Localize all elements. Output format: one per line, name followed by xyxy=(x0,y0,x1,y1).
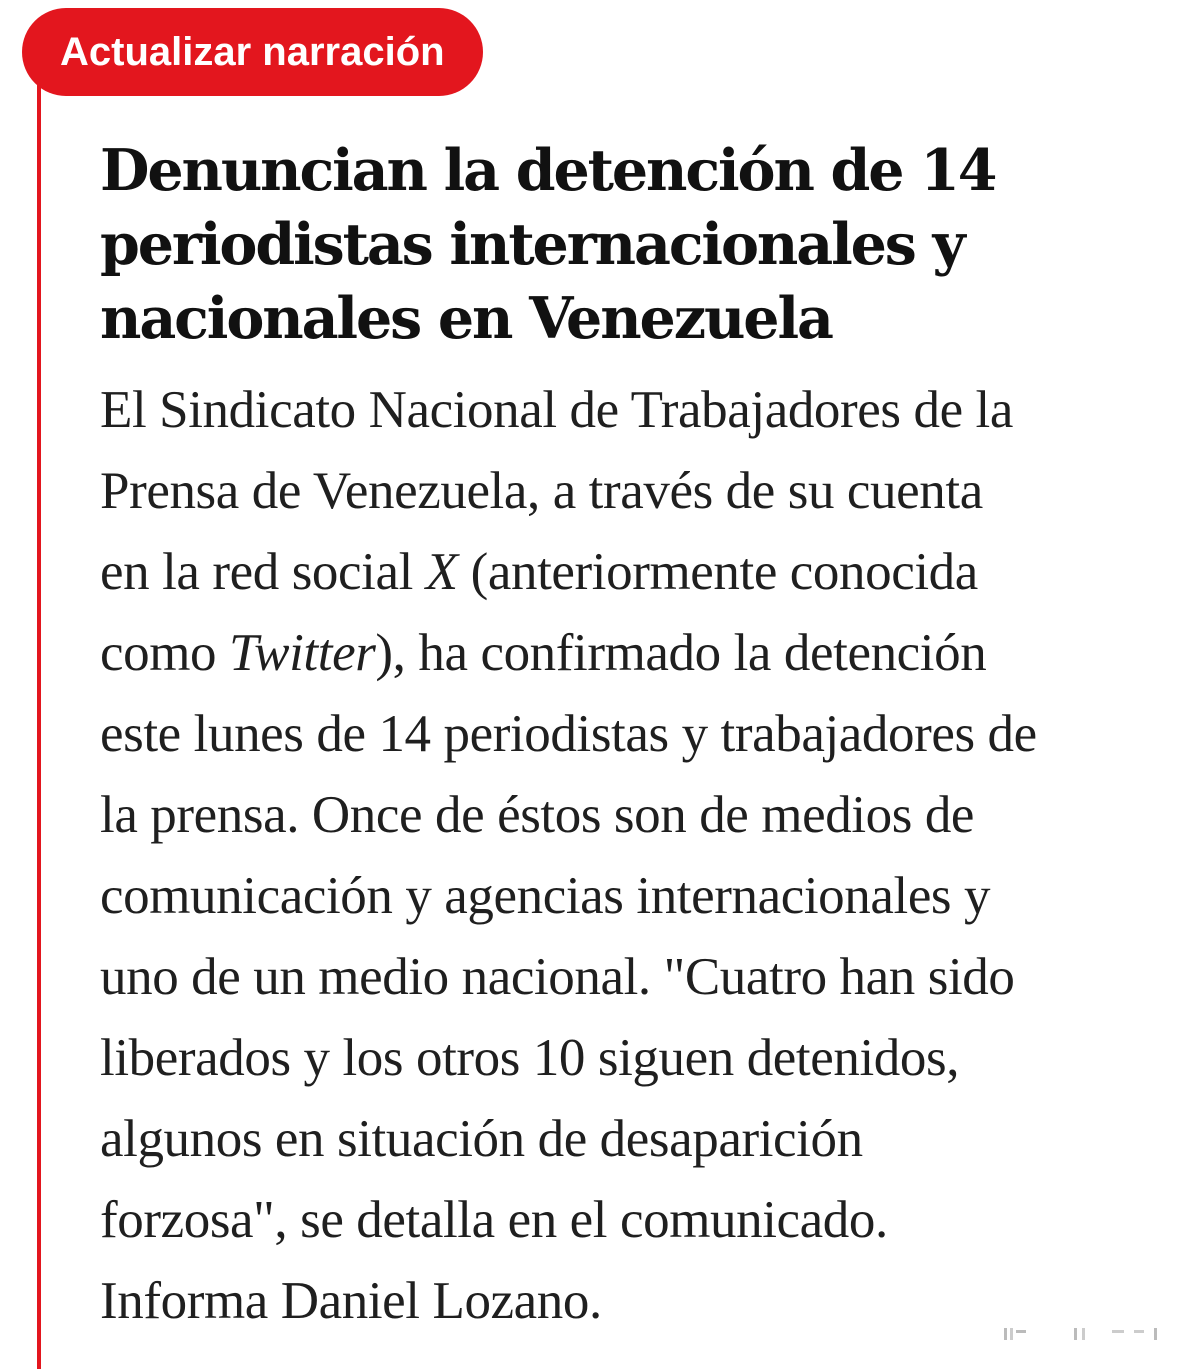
update-narration-button[interactable]: Actualizar narración xyxy=(22,8,483,96)
body-paragraph xyxy=(100,370,1185,1342)
headline: Denuncian la detención de 14 periodistas internacionales y nacionales en Venezuela xyxy=(100,137,996,352)
body-line: El Sindicato Nacional de Trabajadores de la xyxy=(100,381,1013,439)
body-text-segment: como xyxy=(100,624,229,682)
platform-name-twitter: Twitter xyxy=(229,624,376,682)
next-line-clipped-glyphs xyxy=(1000,1328,1170,1342)
timeline-line xyxy=(37,60,41,1369)
platform-name-x: X xyxy=(425,543,458,601)
byline: Informa Daniel Lozano. xyxy=(100,1272,602,1330)
body-line: algunos en situación de desaparición xyxy=(100,1110,863,1168)
live-update-entry xyxy=(100,134,1185,1342)
body-line xyxy=(100,613,1185,694)
body-line: este lunes de 14 periodistas y trabajadores de xyxy=(100,705,1037,763)
body-line: forzosa", se detalla en el comunicado. xyxy=(100,1191,888,1249)
body-line: comunicación y agencias internacionales y xyxy=(100,867,991,925)
body-text-segment: (anteriormente conocida xyxy=(457,543,978,601)
body-line xyxy=(100,532,1185,613)
body-line: liberados y los otros 10 siguen detenidos, xyxy=(100,1029,960,1087)
body-line: la prensa. Once de éstos son de medios de xyxy=(100,786,975,844)
body-line: Prensa de Venezuela, a través de su cuenta xyxy=(100,462,983,520)
body-text-segment: en la red social xyxy=(100,543,426,601)
body-text-segment: ), ha confirmado la detención xyxy=(375,624,987,682)
body-line: uno de un medio nacional. "Cuatro han sido xyxy=(100,948,1015,1006)
